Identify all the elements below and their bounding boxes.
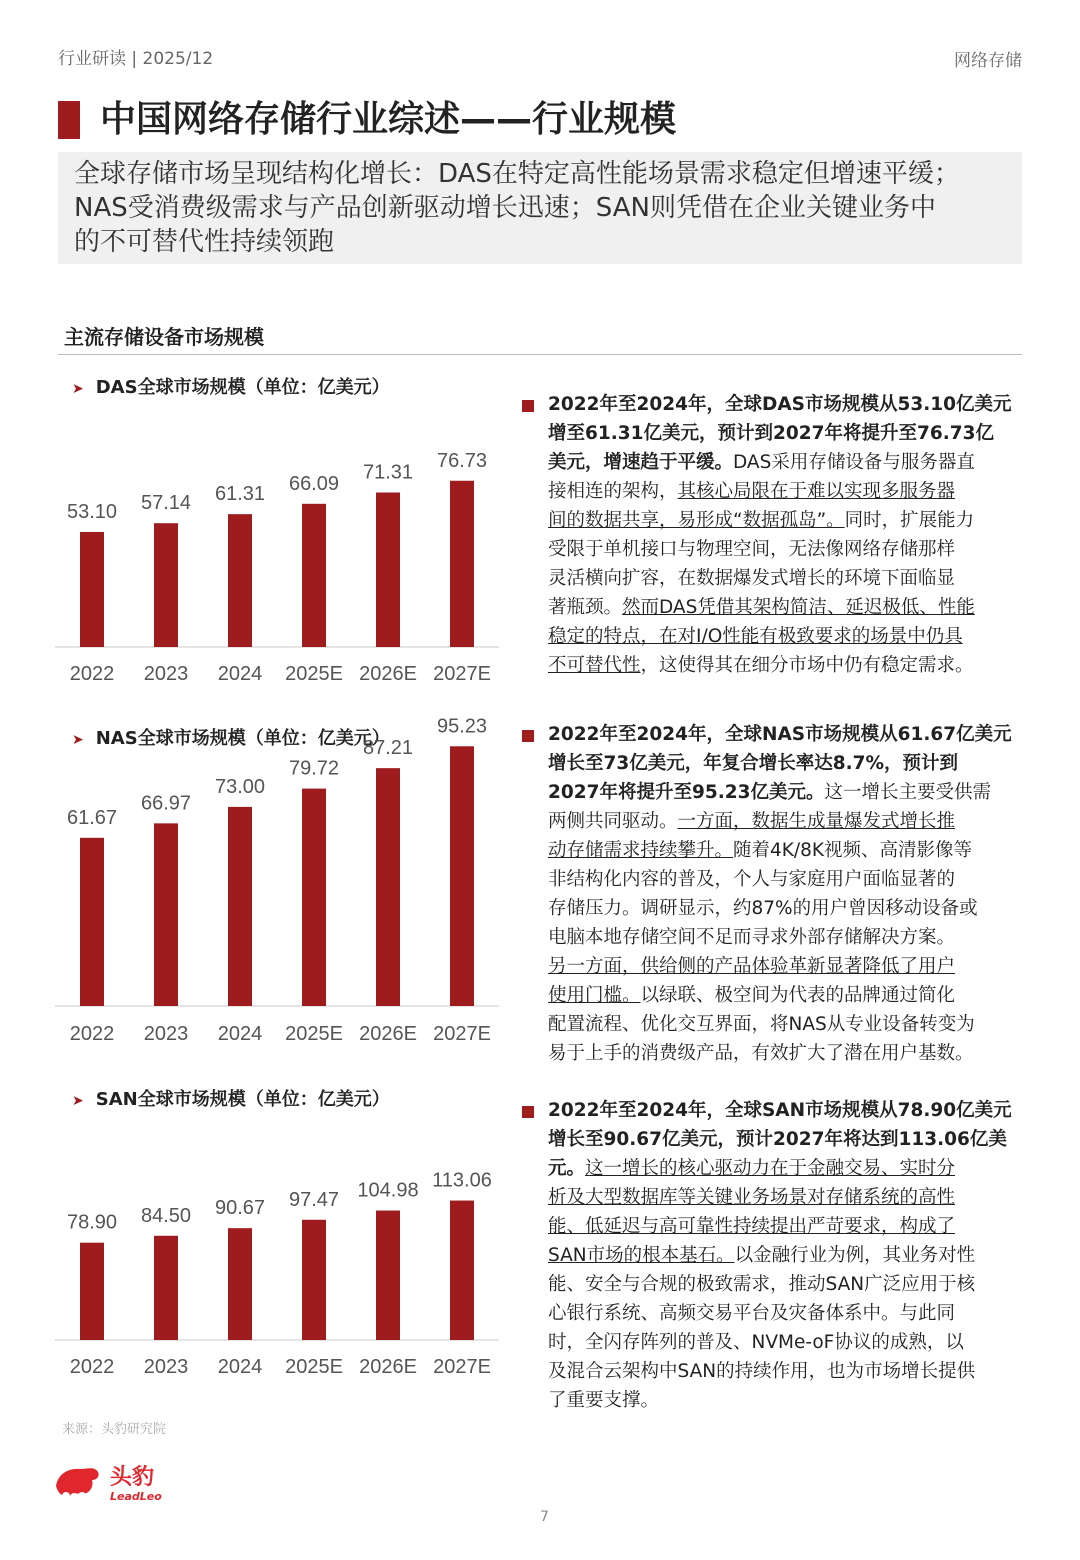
source-note: 来源：头豹研究院	[62, 1422, 167, 1437]
text-segment: DAS采用存储设备与服务器直	[733, 452, 975, 473]
san-bar	[228, 1228, 252, 1340]
nas-x-tick-label: 2024	[217, 1023, 263, 1045]
das-bar-value-label: 53.10	[66, 500, 118, 523]
san-x-tick-label: 2024	[217, 1356, 263, 1378]
san-bar	[80, 1243, 104, 1340]
text-segment: 同时，扩展能力	[844, 510, 975, 531]
paragraph-line	[548, 1039, 974, 1068]
text-segment: 存储压力。调研显示，约87%的用户曾因移动设备或	[548, 898, 978, 919]
das-bar-value-label: 76.73	[436, 449, 488, 472]
san-bar-chart	[55, 1125, 500, 1390]
nas-x-tick-label: 2027E	[433, 1023, 491, 1045]
bold-text-segment: 2027年将提升至95.23亿美元。	[548, 782, 825, 803]
bullet-square-icon	[522, 1106, 534, 1118]
nas-x-tick-label: 2022	[69, 1023, 115, 1045]
paragraph-line	[548, 1328, 964, 1357]
paragraph-line	[548, 1212, 955, 1241]
nas-x-tick-label: 2023	[143, 1023, 189, 1045]
bullet-square-icon	[522, 730, 534, 742]
paragraph-line	[548, 923, 955, 952]
paragraph-line	[548, 1096, 1012, 1125]
das-x-tick-label: 2025E	[285, 663, 343, 685]
das-bar	[302, 504, 326, 647]
nas-bar-value-label: 66.97	[140, 792, 192, 815]
underlined-text-segment: 一方面，数据生成量爆发式增长推	[677, 811, 956, 832]
underlined-text-segment: 动存储需求持续攀升。	[548, 840, 734, 861]
nas-bar-value-label: 79.72	[288, 757, 340, 780]
paragraph-line	[548, 749, 958, 778]
bold-text-segment: 增长至90.67亿美元，预计2027年将达到113.06亿美	[548, 1129, 1007, 1150]
header-left-text: 行业研读 | 2025/12	[58, 49, 214, 69]
das-bar	[450, 481, 474, 647]
underlined-text-segment: SAN市场的根本基石。	[548, 1245, 735, 1266]
bold-text-segment: 2022年至2024年，全球NAS市场规模从61.67亿美元	[548, 724, 1012, 745]
text-segment: 随着4K/8K视频、高清影像等	[733, 840, 973, 861]
paragraph-line	[548, 593, 975, 622]
arrow-right-icon: ➤	[72, 381, 84, 397]
header-right-text: 网络存储	[954, 51, 1022, 71]
underlined-text-segment: 能、低延迟与高可靠性持续提出严苛要求，构成了	[548, 1216, 956, 1237]
leopard-logo-icon	[52, 1460, 172, 1504]
bold-text-segment: 2022年至2024年，全球SAN市场规模从78.90亿美元	[548, 1100, 1012, 1121]
paragraph-line	[548, 1125, 1007, 1154]
das-bar	[376, 492, 400, 647]
paragraph-line	[548, 651, 974, 680]
nas-bar	[228, 807, 252, 1006]
das-chart-title-text: DAS全球市场规模（单位：亿美元）	[95, 377, 390, 398]
paragraph-line	[548, 535, 955, 564]
san-bar	[154, 1236, 178, 1340]
san-bar	[450, 1201, 474, 1340]
subtitle-line: NAS受消费级需求与产品创新驱动增长迅速；SAN则凭借在企业关键业务中	[74, 193, 936, 223]
paragraph-line	[548, 1183, 955, 1212]
das-bar	[154, 523, 178, 647]
text-segment: 电脑本地存储空间不足而寻求外部存储解决方案。	[548, 927, 956, 948]
logo-cn-text: 头豹	[110, 1465, 155, 1490]
text-segment: 易于上手的消费级产品，有效扩大了潜在用户基数。	[548, 1043, 974, 1064]
text-segment: 及混合云架构中SAN的持续作用，也为市场增长提供	[548, 1361, 976, 1382]
das-bar-value-label: 61.31	[214, 483, 266, 506]
paragraph-line	[548, 894, 978, 923]
leadleo-logo	[52, 1460, 172, 1508]
underlined-text-segment: 稳定的特点，在对I/O性能有极致要求的场景中仍具	[548, 626, 963, 647]
das-bar-chart	[55, 420, 500, 695]
bold-text-segment: 2022年至2024年，全球DAS市场规模从53.10亿美元	[548, 394, 1012, 415]
san-x-tick-label: 2022	[69, 1356, 115, 1378]
nas-bar	[376, 768, 400, 1006]
nas-chart-title-text: NAS全球市场规模（单位：亿美元）	[95, 728, 390, 749]
nas-bar-value-label: 95.23	[436, 715, 488, 738]
text-segment: 两侧共同驱动。	[548, 811, 678, 832]
paragraph-line	[548, 506, 974, 535]
text-segment: 非结构化内容的普及，个人与家庭用户面临显著的	[548, 869, 956, 890]
paragraph-line	[548, 1299, 955, 1328]
subtitle-box	[58, 152, 1022, 264]
text-segment: 能、安全与合规的极致需求，推动SAN广泛应用于核	[548, 1274, 976, 1295]
paragraph-line	[548, 865, 955, 894]
paragraph-line	[548, 836, 972, 865]
logo-en-text: LeadLeo	[110, 1490, 162, 1503]
page-title: 中国网络存储行业综述——行业规模	[100, 99, 677, 140]
san-bar	[302, 1220, 326, 1340]
san-x-tick-label: 2023	[143, 1356, 189, 1378]
text-segment: ，这使得其在细分市场中仍有稳定需求。	[640, 655, 974, 676]
das-bar	[228, 514, 252, 647]
paragraph-line	[548, 981, 955, 1010]
paragraph-line	[548, 952, 955, 981]
text-segment: 心银行系统、高频交易平台及灾备体系中。与此同	[548, 1303, 956, 1324]
paragraph-line	[548, 390, 1012, 419]
underlined-text-segment: 析及大型数据库等关键业务场景对存储系统的高性	[548, 1187, 956, 1208]
page-number: 7	[540, 1509, 549, 1525]
paragraph-line	[548, 477, 955, 506]
san-x-tick-label: 2027E	[433, 1356, 491, 1378]
text-segment: 了重要支撑。	[548, 1390, 660, 1411]
san-bar-value-label: 78.90	[66, 1211, 118, 1234]
paragraph-line	[548, 622, 963, 651]
text-segment: 以金融行业为例，其业务对性	[734, 1245, 976, 1266]
das-bar-value-label: 71.31	[362, 461, 414, 484]
nas-chart-title	[72, 724, 390, 750]
section-title: 主流存储设备市场规模	[64, 325, 264, 349]
nas-bar-value-label: 61.67	[66, 806, 118, 829]
paragraph-line	[548, 1270, 975, 1299]
paragraph-line	[548, 419, 994, 448]
nas-bar-value-label: 87.21	[362, 737, 414, 760]
arrow-right-icon: ➤	[72, 732, 84, 748]
paragraph-line	[548, 564, 955, 593]
san-bar-value-label: 97.47	[288, 1188, 340, 1211]
bold-text-segment: 增至61.31亿美元，预计到2027年将提升至76.73亿	[548, 423, 995, 444]
nas-bar	[302, 789, 326, 1006]
text-segment: 以绿联、极空间为代表的品牌通过简化	[640, 985, 956, 1006]
nas-x-tick-label: 2025E	[285, 1023, 343, 1045]
text-segment: 这一增长主要受供需	[824, 782, 992, 803]
das-x-tick-label: 2023	[143, 663, 189, 685]
san-bar	[376, 1211, 400, 1340]
nas-bar	[154, 823, 178, 1006]
paragraph-line	[548, 778, 991, 807]
bullet-square-icon	[522, 400, 534, 412]
paragraph-line	[548, 1241, 975, 1270]
san-x-tick-label: 2025E	[285, 1356, 343, 1378]
paragraph-line	[548, 1386, 659, 1415]
san-bar-value-label: 113.06	[432, 1169, 492, 1192]
bold-text-segment: 增长至73亿美元，年复合增长率达8.7%，预计到	[548, 753, 959, 774]
text-segment: 接相连的架构，	[548, 481, 678, 502]
underlined-text-segment: 然而DAS凭借其架构简洁、延迟极低、性能	[622, 597, 975, 618]
underlined-text-segment: 使用门槛。	[548, 985, 641, 1006]
text-segment: 著瓶颈。	[548, 597, 623, 618]
underlined-text-segment: 不可替代性	[548, 655, 641, 676]
das-bar-value-label: 57.14	[140, 492, 192, 515]
paragraph-line	[548, 1010, 975, 1039]
san-bar-value-label: 90.67	[214, 1197, 266, 1220]
san-x-tick-label: 2026E	[359, 1356, 417, 1378]
subtitle-line: 的不可替代性持续领跑	[74, 227, 335, 257]
text-segment: 配置流程、优化交互界面，将NAS从专业设备转变为	[548, 1014, 975, 1035]
paragraph-line	[548, 1154, 955, 1183]
paragraph-line	[548, 1357, 975, 1386]
paragraph-line	[548, 448, 975, 477]
paragraph-line	[548, 807, 955, 836]
nas-bar-value-label: 73.00	[214, 775, 266, 798]
text-segment: 受限于单机接口与物理空间，无法像网络存储那样	[548, 539, 956, 560]
underlined-text-segment: 另一方面，供给侧的产品体验革新显著降低了用户	[548, 956, 956, 977]
das-x-tick-label: 2027E	[433, 663, 491, 685]
san-bar-value-label: 104.98	[357, 1179, 419, 1202]
bold-text-segment: 美元，增速趋于平缓。	[548, 452, 734, 473]
bold-text-segment: 元。	[548, 1158, 586, 1179]
underlined-text-segment: 这一增长的核心驱动力在于金融交易、实时分	[585, 1158, 956, 1179]
san-chart-title-text: SAN全球市场规模（单位：亿美元）	[95, 1089, 390, 1110]
das-x-tick-label: 2024	[217, 663, 263, 685]
das-x-tick-label: 2026E	[359, 663, 417, 685]
paragraph-line	[548, 720, 1012, 749]
nas-bar	[80, 838, 104, 1006]
das-chart-title	[72, 373, 390, 399]
san-chart-title	[72, 1085, 390, 1111]
arrow-right-icon: ➤	[72, 1093, 84, 1109]
nas-x-tick-label: 2026E	[359, 1023, 417, 1045]
san-bar-value-label: 84.50	[140, 1204, 192, 1227]
section-divider	[58, 354, 1022, 355]
text-segment: 时，全闪存阵列的普及、NVMe-oF协议的成熟，以	[548, 1332, 964, 1353]
das-bar-value-label: 66.09	[288, 472, 340, 495]
subtitle-line: 全球存储市场呈现结构化增长：DAS在特定高性能场景需求稳定但增速平缓；	[74, 159, 960, 189]
underlined-text-segment: 间的数据共享，易形成“数据孤岛”。	[548, 510, 845, 531]
text-segment: 灵活横向扩容，在数据爆发式增长的环境下面临显	[548, 568, 956, 589]
das-x-tick-label: 2022	[69, 663, 115, 685]
das-bar	[80, 532, 104, 647]
nas-bar	[450, 746, 474, 1006]
title-accent-bar	[58, 101, 80, 139]
underlined-text-segment: 其核心局限在于难以实现多服务器	[677, 481, 956, 502]
